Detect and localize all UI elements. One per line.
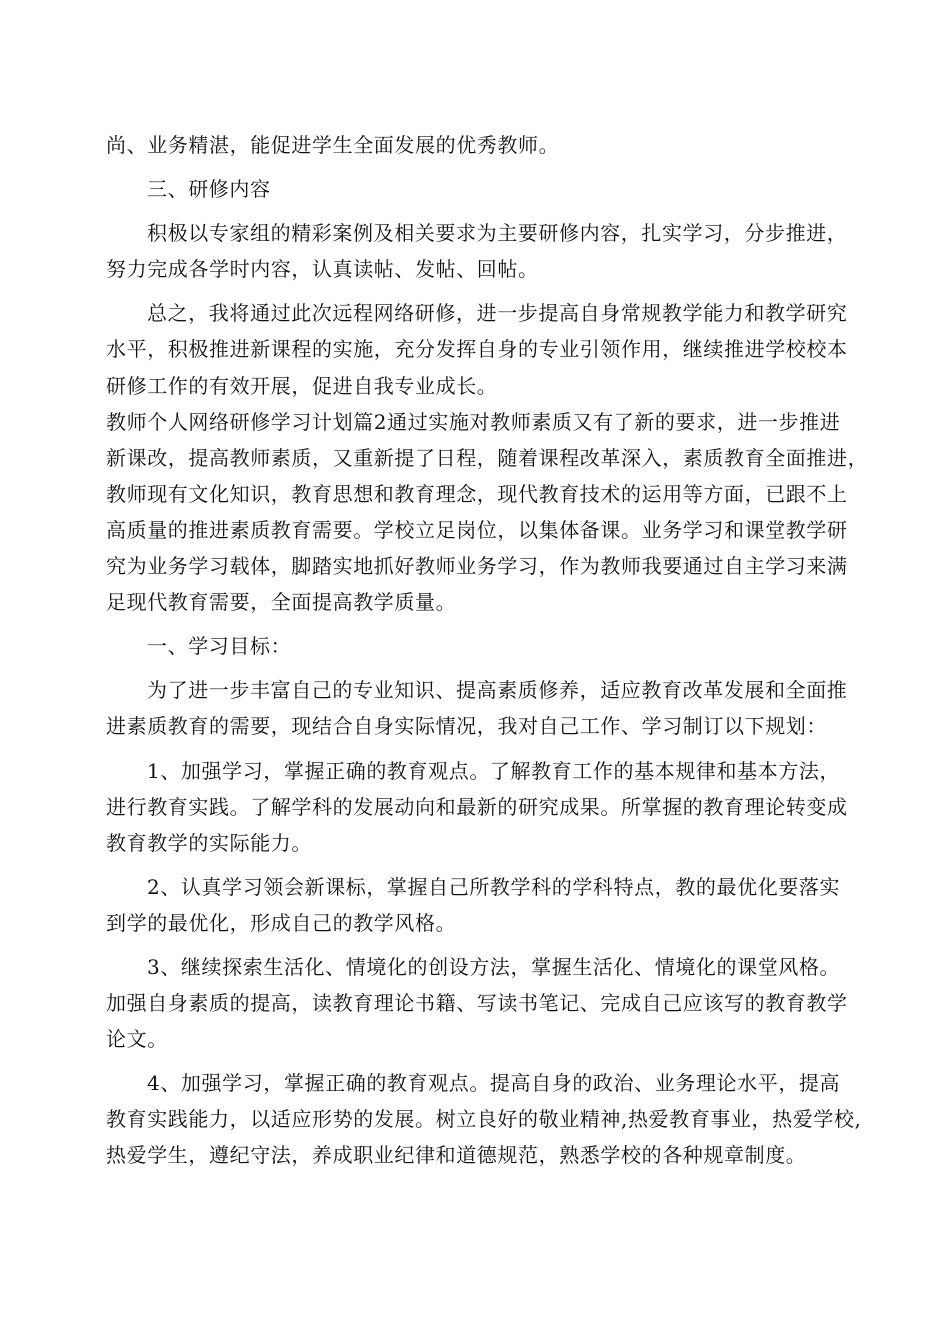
paragraph-line: 3、继续探索生活化、情境化的创设方法，掌握生活化、情境化的课堂风格。 xyxy=(147,954,841,979)
paragraph-line: 1、加强学习，掌握正确的教育观点。了解教育工作的基本规律和基本方法， xyxy=(147,758,841,783)
paragraph-line: 足现代教育需要，全面提高教学质量。 xyxy=(106,590,457,615)
paragraph-line: 教师现有文化知识，教育思想和教育理念，现代教育技术的运用等方面，已跟不上 xyxy=(106,481,848,506)
paragraph-line: 论文。 xyxy=(106,1027,168,1052)
document-body xyxy=(106,127,869,1174)
paragraph-line: 尚、业务精湛，能促进学生全面发展的优秀教师。 xyxy=(106,133,560,157)
paragraph-line: 2、认真学习领会新课标，掌握自己所教学科的学科特点，教的最优化要落实 xyxy=(147,874,841,899)
paragraph-line: 总之，我将通过此次远程网络研修，进一步提高自身常规教学能力和教学研究 xyxy=(147,301,848,326)
section-heading-research-content: 三、研修内容 xyxy=(147,177,271,202)
paragraph-line: 到学的最优化，形成自己的教学风格。 xyxy=(106,910,457,935)
paragraph-line: 研修工作的有效开展，促进自我专业成长。 xyxy=(106,373,498,398)
paragraph-line: 加强自身素质的提高，读教育理论书籍、写读书笔记、完成自己应该写的教育教学 xyxy=(106,991,848,1016)
paragraph-line: 教育实践能力，以适应形势的发展。树立良好的敬业精神,热爱教育事业，热爱学校, xyxy=(106,1107,862,1132)
paragraph-line: 进素质教育的需要，现结合自身实际情况，我对自己工作、学习制订以下规划： xyxy=(106,714,827,739)
paragraph-line: 教师个人网络研修学习计划篇2通过实施对教师素质又有了新的要求，进一步推进 xyxy=(106,409,841,434)
paragraph-line: 积极以专家组的精彩案例及相关要求为主要研修内容，扎实学习，分步推进， xyxy=(147,221,848,246)
paragraph-line: 高质量的推进素质教育需要。学校立足岗位，以集体备课。业务学习和课堂教学研 xyxy=(106,517,848,542)
paragraph-line: 进行教育实践。了解学科的发展动向和最新的研究成果。所掌握的教育理论转变成 xyxy=(106,794,848,819)
paragraph-line: 新课改，提高教师素质，又重新提了日程，随着课程改革深入，素质教育全面推进， xyxy=(106,445,869,470)
paragraph-line: 热爱学生，遵纪守法，养成职业纪律和道德规范，熟悉学校的各种规章制度。 xyxy=(106,1143,807,1168)
paragraph-line: 4、加强学习，掌握正确的教育观点。提高自身的政治、业务理论水平，提高 xyxy=(147,1071,841,1096)
paragraph-line: 教育教学的实际能力。 xyxy=(106,830,312,855)
paragraph-line: 水平，积极推进新课程的实施，充分发挥自身的专业引领作用，继续推进学校校本 xyxy=(106,337,848,362)
section-heading-learning-goals: 一、学习目标： xyxy=(147,634,292,659)
paragraph-line: 为了进一步丰富自己的专业知识、提高素质修养，适应教育改革发展和全面推 xyxy=(147,678,848,703)
paragraph-line: 努力完成各学时内容，认真读帖、发帖、回帖。 xyxy=(106,257,539,282)
paragraph-line: 究为业务学习载体，脚踏实地抓好教师业务学习，作为教师我要通过自主学习来满 xyxy=(106,554,848,579)
